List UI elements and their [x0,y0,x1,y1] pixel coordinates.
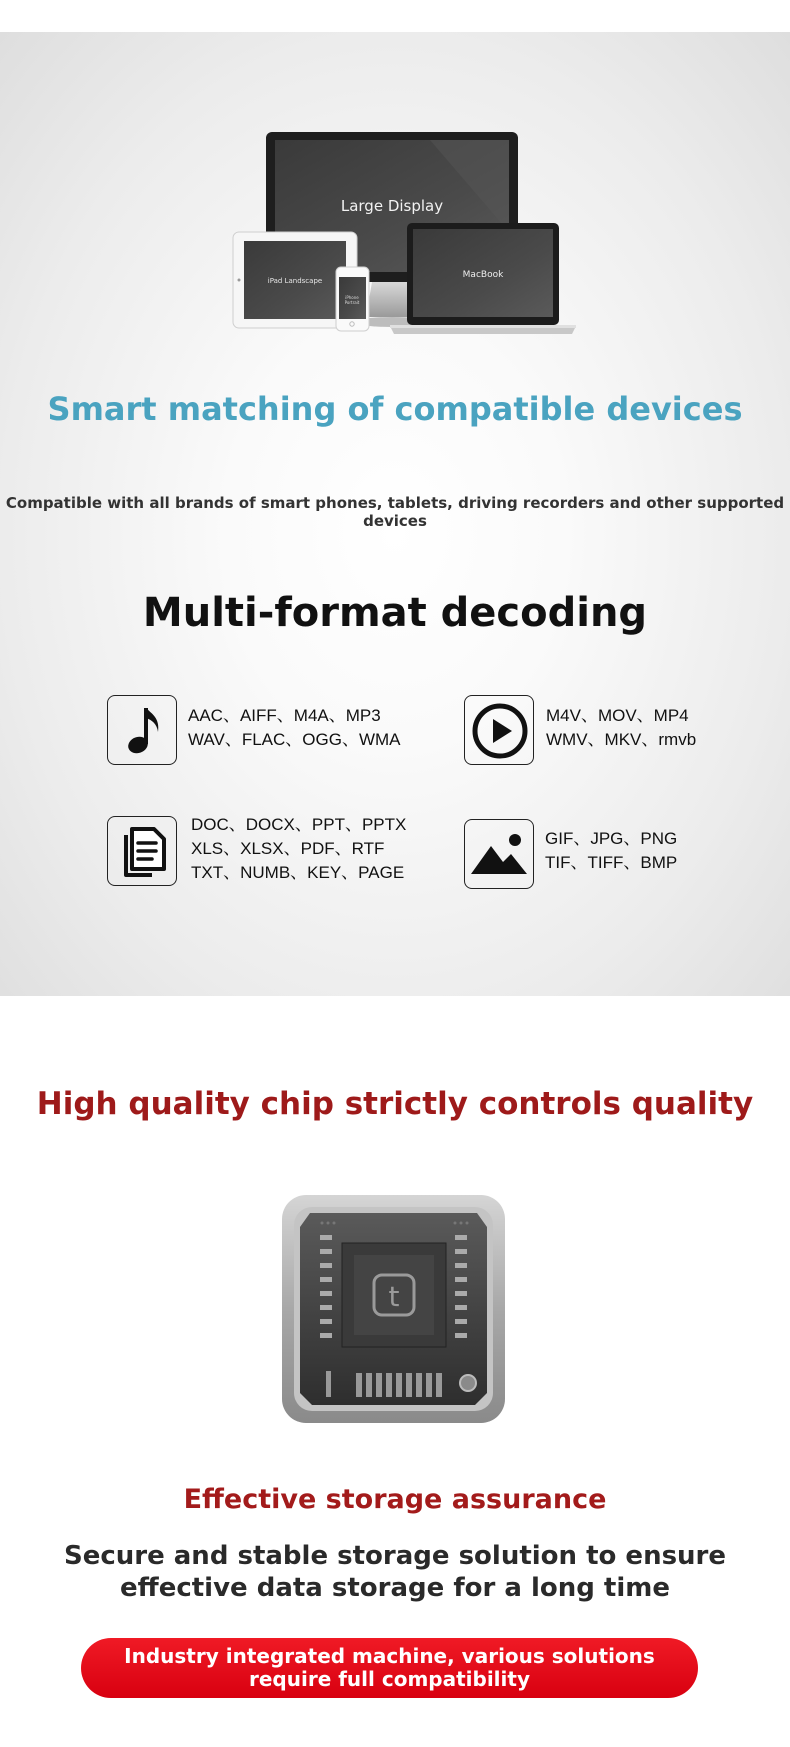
multi-format-title: Multi-format decoding [142,590,648,636]
ipad-label: iPad Landscape [267,277,323,285]
document-formats-line3: TXT、NUMB、KEY、PAGE [191,863,405,882]
cta-line2: require full compatibility [249,1667,530,1691]
image-formats [545,827,677,875]
document-formats [191,813,406,885]
chip-quality-title: High quality chip strictly controls quality [36,1086,754,1122]
document-icon [107,816,177,886]
macbook-label: MacBook [462,270,504,280]
play-circle-icon [464,695,534,765]
iphone-label-line1: iPhone [345,295,359,300]
video-formats-line2: WMV、MKV、rmvb [546,730,697,749]
large-display-label: Large Display [340,197,444,215]
cta-line1: Industry integrated machine, various solutions [124,1644,655,1668]
music-note-icon [107,695,177,765]
industry-compatibility-button[interactable] [81,1638,698,1698]
document-formats-line1: DOC、DOCX、PPT、PPTX [191,815,407,834]
devices-illustration [0,32,790,372]
video-formats [546,704,696,752]
audio-formats [188,704,401,752]
image-icon [464,819,534,889]
storage-description-line2: effective data storage for a long time [120,1573,670,1603]
compatibility-section [0,32,790,996]
image-formats-line1: GIF、JPG、PNG [545,829,678,848]
audio-formats-line2: WAV、FLAC、OGG、WMA [188,730,401,749]
storage-description-line1: Secure and stable storage solution to ensure [63,1541,727,1571]
storage-description [0,1540,790,1604]
macbook-device [390,223,576,334]
image-formats-line2: TIF、TIFF、BMP [545,853,678,872]
storage-assurance-title: Effective storage assurance [183,1484,607,1515]
compatible-devices-description: Compatible with all brands of smart phones, tablets, driving recorders and other supported devices [5,494,785,530]
iphone-device [336,267,369,331]
document-formats-line2: XLS、XLSX、PDF、RTF [191,839,385,858]
compatible-devices-title: Smart matching of compatible devices [47,390,743,428]
audio-formats-line1: AAC、AIFF、M4A、MP3 [188,706,381,725]
iphone-label-line2: Portrait [344,300,360,305]
chip-icon [280,1193,507,1425]
video-formats-line1: M4V、MOV、MP4 [546,706,689,725]
chip-logo-letter: t [388,1280,400,1313]
